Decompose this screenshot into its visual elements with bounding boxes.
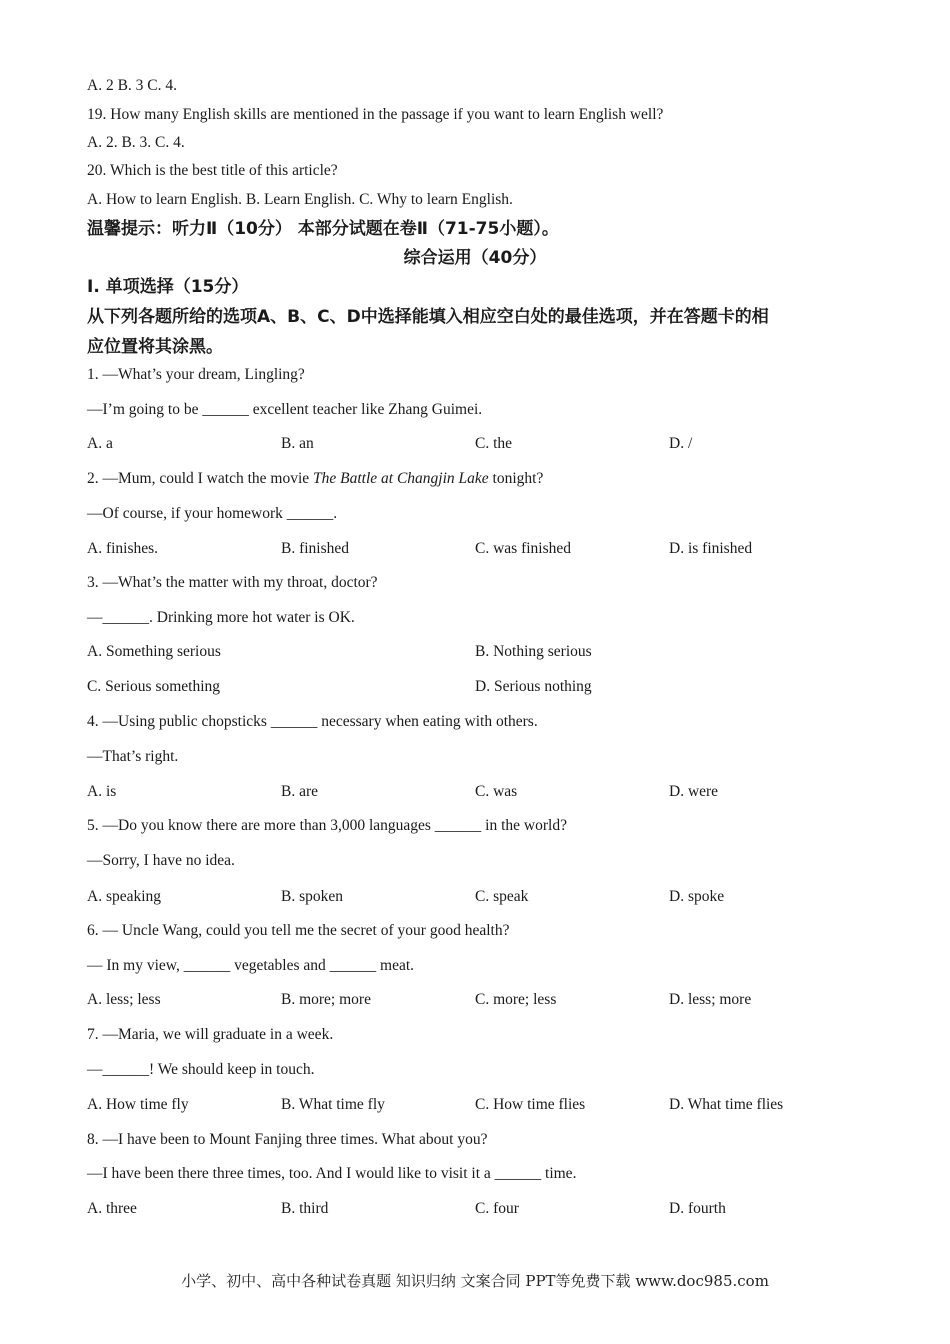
option-d: D. less; more — [669, 991, 752, 1008]
section-title: 综合运用（40分） — [403, 248, 547, 268]
option-b: B. more; more — [281, 991, 371, 1008]
option-a: A. How time fly — [87, 1096, 189, 1113]
options-8 — [87, 1199, 867, 1219]
option-b: B. spoken — [281, 888, 343, 905]
option-c: C. more; less — [475, 991, 557, 1008]
question-1: 1. —What’s your dream, Lingling? — [87, 366, 305, 383]
option-c: C. was — [475, 783, 518, 800]
options-3a — [87, 642, 867, 662]
question-19: 19. How many English skills are mentioned in the passage if you want to learn English well? — [87, 106, 664, 123]
answer-line-2: —Of course, if your homework ______. — [87, 505, 338, 522]
question-7: 7. —Maria, we will graduate in a week. — [87, 1026, 334, 1043]
options-2 — [87, 539, 867, 559]
option-b: B. Nothing serious — [475, 643, 592, 660]
option-d: D. / — [669, 435, 693, 452]
option-b: B. an — [281, 435, 314, 452]
movie-title: The Battle at Changjin Lake — [313, 470, 489, 487]
answer-line-1: —I’m going to be ______ excellent teacher like Zhang Guimei. — [87, 401, 483, 418]
option-d: D. were — [669, 783, 719, 800]
question-4: 4. —Using public chopsticks ______ necessary when eating with others. — [87, 713, 538, 730]
question-20: 20. Which is the best title of this article? — [87, 162, 338, 179]
options-6 — [87, 990, 867, 1010]
option-c: C. speak — [475, 888, 529, 905]
instruction-line-2: 应位置将其涂黑。 — [87, 337, 223, 357]
options-5 — [87, 887, 867, 907]
question-6: 6. — Uncle Wang, could you tell me the secret of your good health? — [87, 922, 510, 939]
option-d: D. is finished — [669, 540, 753, 557]
option-a: A. Something serious — [87, 643, 221, 660]
option-a: A. less; less — [87, 991, 161, 1008]
answer-line-8: —I have been there three times, too. And I would like to visit it a ______ time. — [87, 1165, 577, 1182]
option-a: A. three — [87, 1200, 137, 1217]
question-3: 3. —What’s the matter with my throat, doctor? — [87, 574, 378, 591]
question-2-post: tonight? — [488, 470, 544, 487]
page-footer: 小学、初中、高中各种试卷真题 知识归纳 文案合同 PPT等免费下载 www.doc985.com — [181, 1272, 769, 1290]
option-c: C. was finished — [475, 540, 572, 557]
option-a: A. finishes. — [87, 540, 159, 557]
options-1 — [87, 434, 867, 454]
answer-line-5: —Sorry, I have no idea. — [87, 852, 235, 869]
option-c: C. the — [475, 435, 513, 452]
question-2 — [87, 469, 543, 489]
answer-line-6: — In my view, ______ vegetables and ______ meat. — [87, 957, 415, 974]
option-b: B. finished — [281, 540, 350, 557]
subsection-title: Ⅰ. 单项选择（15分） — [87, 277, 249, 297]
tip-note: 温馨提示：听力Ⅱ（10分） 本部分试题在卷Ⅱ（71-75小题）。 — [87, 219, 559, 239]
answer-line-7: —______! We should keep in touch. — [87, 1061, 315, 1078]
option-d: D. Serious nothing — [475, 678, 592, 695]
option-b: B. What time fly — [281, 1096, 385, 1113]
question-8: 8. —I have been to Mount Fanjing three times. What about you? — [87, 1131, 488, 1148]
question-2-pre: 2. —Mum, could I watch the movie — [87, 470, 313, 487]
option-a: A. is — [87, 783, 117, 800]
answer-line-3: —______. Drinking more hot water is OK. — [87, 609, 355, 626]
option-d: D. What time flies — [669, 1096, 784, 1113]
option-line: A. 2. B. 3. C. 4. — [87, 134, 185, 151]
option-c: C. Serious something — [87, 678, 221, 695]
question-5: 5. —Do you know there are more than 3,000 languages ______ in the world? — [87, 817, 567, 834]
answer-line-4: —That’s right. — [87, 748, 179, 765]
options-4 — [87, 782, 867, 802]
option-c: C. How time flies — [475, 1096, 586, 1113]
option-d: D. spoke — [669, 888, 725, 905]
option-a: A. speaking — [87, 888, 162, 905]
instruction-line-1: 从下列各题所给的选项A、B、C、D中选择能填入相应空白处的最佳选项，并在答题卡的相 — [87, 307, 769, 327]
option-line: A. 2 B. 3 C. 4. — [87, 77, 177, 94]
option-d: D. fourth — [669, 1200, 726, 1217]
options-7 — [87, 1095, 867, 1115]
option-b: B. third — [281, 1200, 329, 1217]
option-c: C. four — [475, 1200, 519, 1217]
option-line: A. How to learn English. B. Learn English. C. Why to learn English. — [87, 191, 513, 208]
option-a: A. a — [87, 435, 113, 452]
option-b: B. are — [281, 783, 319, 800]
options-3b — [87, 677, 867, 697]
